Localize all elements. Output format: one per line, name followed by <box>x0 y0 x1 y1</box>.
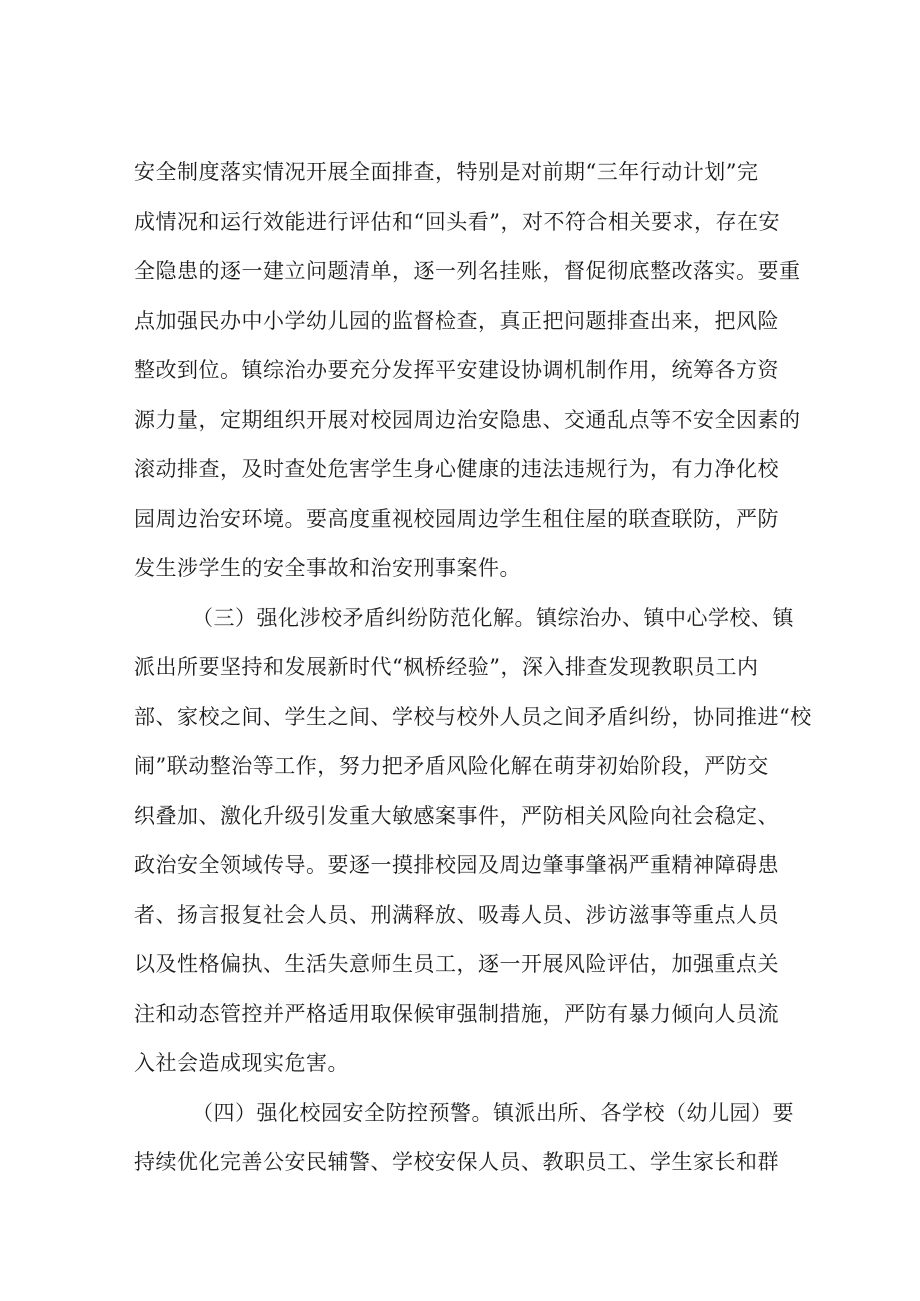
text-line: 入社会造成现实危害。 <box>134 1051 349 1075</box>
text-line: 点加强民办中小学幼儿园的监督检查，真正把问题排查出来，把风险 <box>134 308 779 333</box>
text-line: 成情况和运行效能进行评估和“回头看”，对不符合相关要求，存在安 <box>134 209 780 234</box>
text-line: 安全制度落实情况开展全面排查，特别是对前期“三年行动计划”完 <box>134 160 759 184</box>
text-line: 持续优化完善公安民辅警、学校安保人员、教职员工、学生家长和群 <box>134 1150 779 1174</box>
text-line: 滚动排查，及时查处危害学生身心健康的违法违规行为，有力净化校 <box>134 457 779 481</box>
section-heading-line: （四）强化校园安全防控预警。镇派出所、各学校（幼儿园）要 <box>192 1100 794 1125</box>
text-line: 派出所要坚持和发展新时代“枫桥经验”，深入排查发现教职员工内 <box>134 655 759 679</box>
text-line: 政治安全领域传导。要逐一摸排校园及周边肇事肇祸严重精神障碍患 <box>134 853 779 877</box>
text-line: 部、家校之间、学生之间、学校与校外人员之间矛盾纠纷，协同推进“校 <box>134 704 812 729</box>
text-line: 园周边治安环境。要高度重视校园周边学生租住屋的联查联防，严防 <box>134 506 779 531</box>
section-heading-line: （三）强化涉校矛盾纠纷防范化解。镇综治办、镇中心学校、镇 <box>192 605 794 630</box>
text-line: 源力量，定期组织开展对校园周边治安隐患、交通乱点等不安全因素的 <box>134 407 801 432</box>
text-line: 整改到位。镇综治办要充分发挥平安建设协调机制作用，统筹各方资 <box>134 358 779 382</box>
text-line: 注和动态管控并严格适用取保候审强制措施，严防有暴力倾向人员流 <box>134 1001 779 1026</box>
text-line: 发生涉学生的安全事故和治安刑事案件。 <box>134 556 521 580</box>
document-body <box>134 148 812 1188</box>
text-line: 以及性格偏执、生活失意师生员工，逐一开展风险评估，加强重点关 <box>134 952 779 976</box>
text-line: 闹”联动整治等工作，努力把矛盾风险化解在萌芽初始阶段，严防交 <box>134 754 769 778</box>
text-line: 织叠加、激化升级引发重大敏感案事件，严防相关风险向社会稳定、 <box>134 803 779 828</box>
text-line: 者、扬言报复社会人员、刑满释放、吸毒人员、涉访滋事等重点人员 <box>134 902 779 927</box>
text-line: 全隐患的逐一建立问题清单，逐一列名挂账，督促彻底整改落实。要重 <box>134 259 801 283</box>
